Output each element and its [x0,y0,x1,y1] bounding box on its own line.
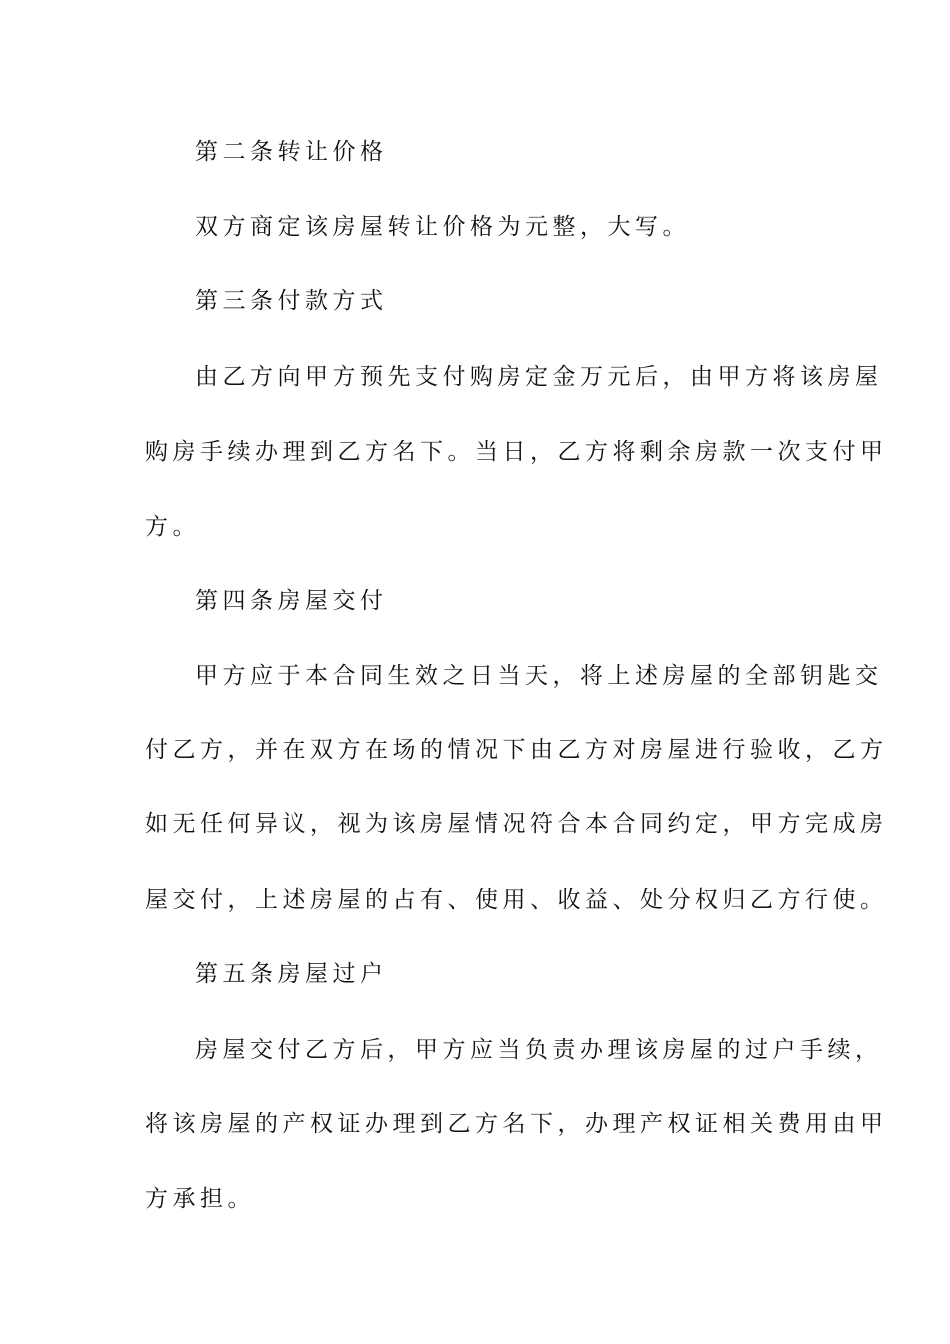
paragraph-line: 将该房屋的产权证办理到乙方名下，办理产权证相关费用由甲 [145,1111,888,1137]
paragraph-line: 双方商定该房屋转让价格为元整，大写。 [195,214,690,240]
paragraph-line: 方承担。 [145,1186,255,1212]
paragraph-line: 方。 [145,514,200,540]
paragraph-line: 如无任何异议，视为该房屋情况符合本合同约定，甲方完成房 [145,811,888,837]
paragraph-line: 屋交付，上述房屋的占有、使用、收益、处分权归乙方行使。 [145,887,888,913]
section-heading-payment: 第三条付款方式 [195,288,388,314]
paragraph-line: 购房手续办理到乙方名下。当日，乙方将剩余房款一次支付甲 [145,439,888,465]
paragraph-line: 由乙方向甲方预先支付购房定金万元后，由甲方将该房屋 [195,364,883,390]
paragraph-line: 甲方应于本合同生效之日当天，将上述房屋的全部钥匙交 [195,663,883,689]
section-heading-delivery: 第四条房屋交付 [195,588,388,614]
section-heading-price: 第二条转让价格 [195,139,388,165]
section-heading-transfer: 第五条房屋过户 [195,961,388,987]
paragraph-line: 付乙方，并在双方在场的情况下由乙方对房屋进行验收，乙方 [145,737,888,763]
paragraph-line: 房屋交付乙方后，甲方应当负责办理该房屋的过户手续， [195,1037,883,1063]
